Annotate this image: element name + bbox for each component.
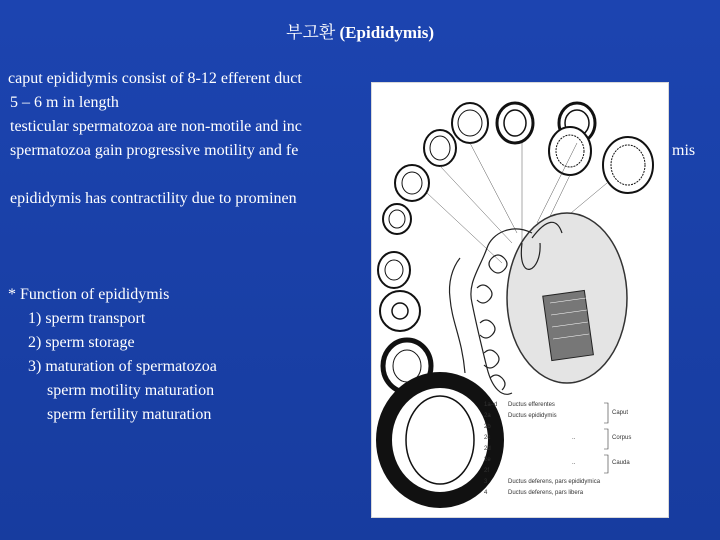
body-line-tail: mis	[672, 142, 696, 159]
legend-num: 4	[484, 490, 488, 496]
function-heading: * Function of epididymis	[8, 286, 170, 303]
epididymis-illustration	[371, 82, 669, 518]
legend-label: Ductus deferens, pars epididymica	[508, 479, 601, 485]
legend-label: ..	[572, 435, 576, 441]
legend-num: 2e	[484, 457, 491, 463]
title-english: (Epididymis)	[339, 23, 434, 42]
legend-num: 2b	[484, 424, 491, 430]
legend-num: 2a	[484, 413, 491, 419]
epididymis-drawing	[372, 83, 668, 517]
legend-num: 2d	[484, 446, 491, 452]
legend-num: 3	[484, 479, 488, 485]
function-item: 3) maturation of spermatozoa	[28, 358, 217, 375]
testis-body	[507, 213, 627, 383]
function-item: 2) sperm storage	[28, 334, 135, 351]
legend-brackets	[604, 403, 608, 473]
figure-legend	[484, 402, 631, 496]
body-line: epididymis has contractility due to prominen	[10, 190, 297, 207]
function-subitem: sperm motility maturation	[47, 382, 215, 399]
legend-num: 1a–d	[484, 402, 498, 408]
legend-label: Ductus deferens, pars libera	[508, 490, 584, 496]
body-line: caput epididymis consist of 8-12 efferent duct	[8, 70, 302, 87]
legend-region: Cauda	[612, 460, 630, 466]
body-line: spermatozoa gain progressive motility and fe	[10, 142, 299, 159]
legend-region: Corpus	[612, 435, 632, 441]
function-item: 1) sperm transport	[28, 310, 146, 327]
legend-label: Ductus epididymis	[508, 413, 557, 419]
function-subitem: sperm fertility maturation	[47, 406, 212, 423]
body-line: testicular spermatozoa are non-motile and inc	[10, 118, 302, 135]
legend-num: 2c	[484, 435, 491, 441]
legend-num: 2f	[484, 468, 490, 474]
legend-label: ..	[572, 460, 576, 466]
legend-label: Ductus efferentes	[508, 402, 555, 408]
title-korean: 부고환	[285, 23, 336, 43]
slide-title	[0, 18, 720, 43]
legend-region: Caput	[612, 410, 629, 416]
body-line: 5 – 6 m in length	[10, 94, 119, 111]
